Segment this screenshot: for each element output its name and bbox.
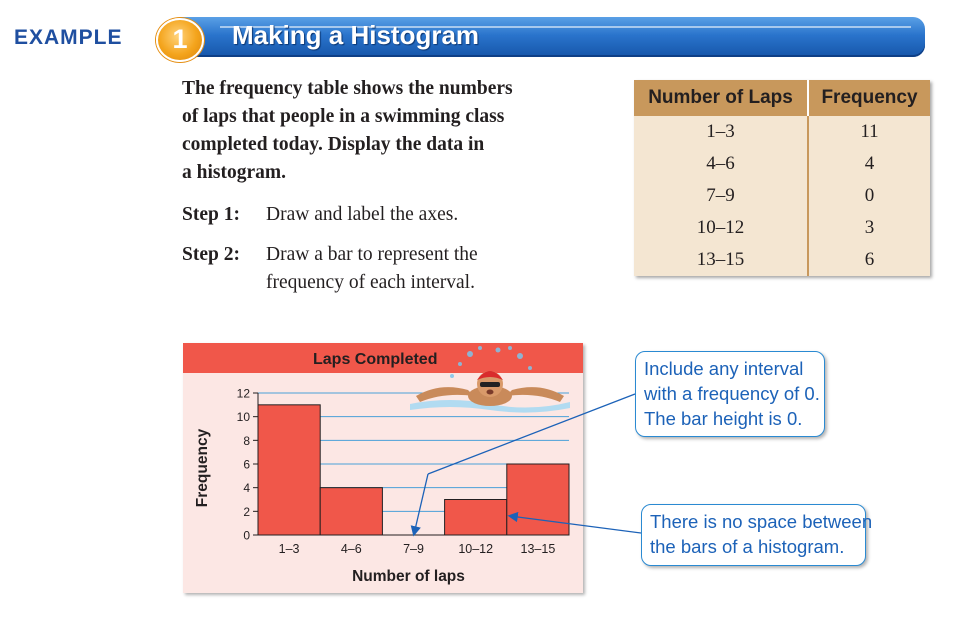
step-line: Draw a bar to represent the bbox=[266, 244, 478, 265]
step-line: frequency of each interval. bbox=[266, 272, 475, 293]
x-tick-label: 13–15 bbox=[520, 542, 556, 556]
frequency-cell: 11 bbox=[808, 116, 930, 148]
example-number: 1 bbox=[172, 24, 188, 54]
frequency-cell: 6 bbox=[808, 244, 930, 276]
frequency-cell: 0 bbox=[808, 180, 930, 212]
y-tick-label: 12 bbox=[236, 386, 250, 401]
x-axis-label: Number of laps bbox=[352, 568, 465, 585]
step-line: Draw and label the axes. bbox=[266, 204, 459, 225]
y-tick-label: 10 bbox=[236, 410, 250, 425]
interval-cell: 10–12 bbox=[634, 212, 808, 244]
pointer-no-space bbox=[510, 516, 641, 533]
y-tick-label: 6 bbox=[243, 457, 250, 472]
callout-line: with a frequency of 0. bbox=[644, 383, 820, 404]
y-tick-label: 0 bbox=[243, 528, 250, 543]
x-tick-label: 10–12 bbox=[458, 542, 494, 556]
step-label: Step 1: bbox=[182, 204, 240, 225]
interval-cell: 4–6 bbox=[634, 148, 808, 180]
example-title: Making a Histogram bbox=[232, 20, 480, 50]
step-label: Step 2: bbox=[182, 244, 240, 265]
column-header-laps: Number of Laps bbox=[634, 80, 808, 116]
frequency-cell: 3 bbox=[808, 212, 930, 244]
y-tick-label: 2 bbox=[243, 504, 250, 519]
callout-line: The bar height is 0. bbox=[644, 408, 803, 429]
x-tick-label: 4–6 bbox=[340, 542, 362, 556]
intro-line: completed today. Display the data in bbox=[182, 134, 485, 155]
x-tick-label: 1–3 bbox=[278, 542, 300, 556]
column-header-frequency: Frequency bbox=[808, 80, 930, 116]
intro-line: The frequency table shows the numbers bbox=[182, 78, 513, 99]
chart-title: Laps Completed bbox=[313, 351, 438, 368]
y-tick-label: 4 bbox=[243, 481, 250, 496]
callout-line: There is no space between bbox=[650, 511, 873, 532]
pointer-zero-frequency bbox=[414, 394, 635, 534]
interval-cell: 1–3 bbox=[634, 116, 808, 148]
interval-cell: 13–15 bbox=[634, 244, 808, 276]
intro-line: a histogram. bbox=[182, 162, 286, 183]
frequency-cell: 4 bbox=[808, 148, 930, 180]
y-tick-label: 8 bbox=[243, 433, 250, 448]
callout-line: the bars of a histogram. bbox=[650, 536, 845, 557]
interval-cell: 7–9 bbox=[634, 180, 808, 212]
x-tick-label: 7–9 bbox=[403, 542, 424, 556]
callout-line: Include any interval bbox=[644, 358, 804, 379]
example-label: EXAMPLE bbox=[14, 26, 123, 49]
y-axis-label: Frequency bbox=[194, 428, 211, 508]
intro-line: of laps that people in a swimming class bbox=[182, 106, 505, 127]
